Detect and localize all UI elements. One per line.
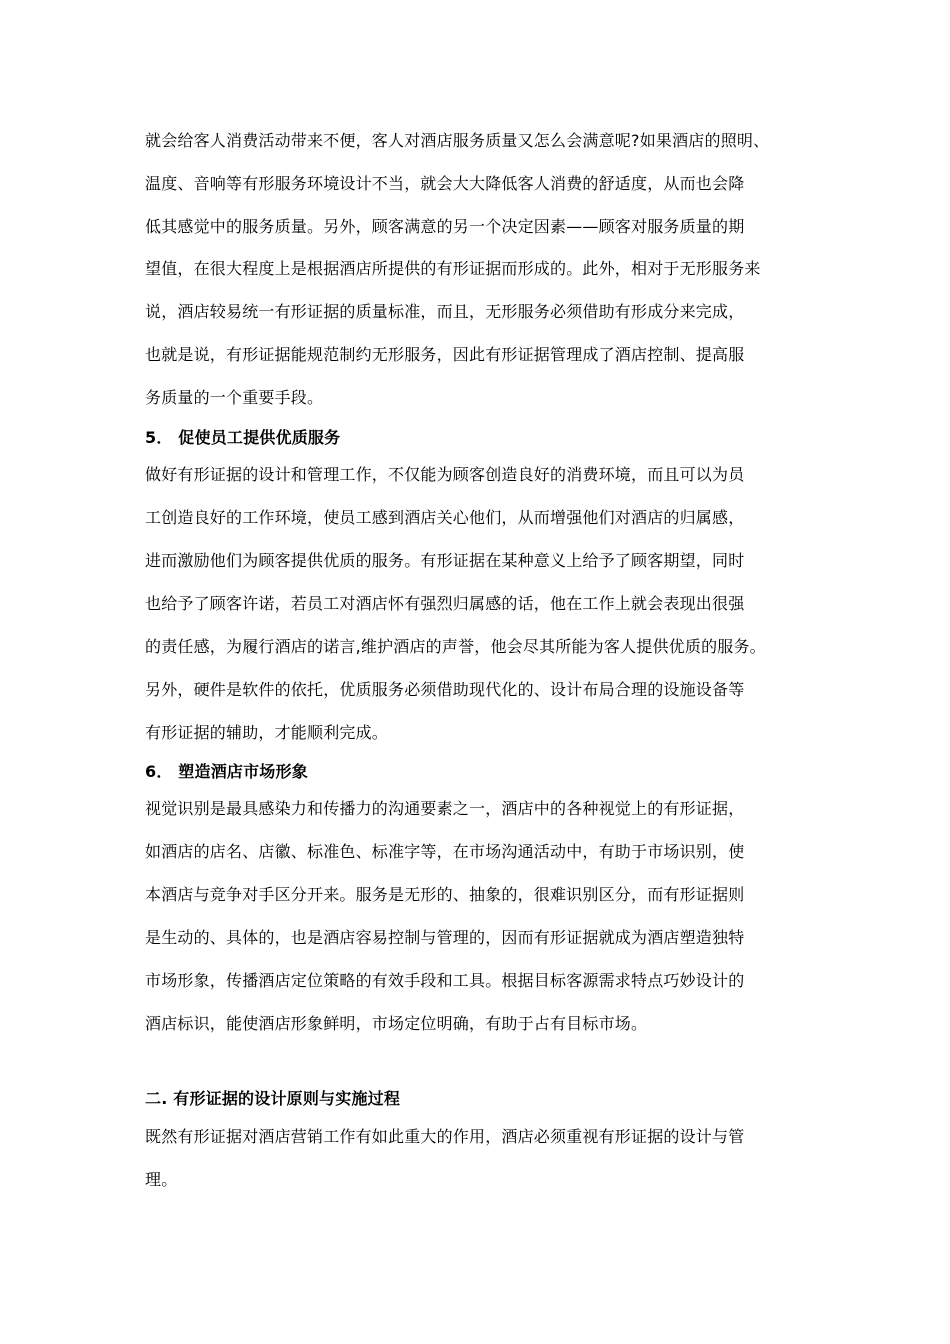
text-line: 进而激励他们为顾客提供优质的服务。有形证据在某种意义上给予了顾客期望，同时 (145, 551, 745, 570)
text-line: 温度、音响等有形服务环境设计不当，就会大大降低客人消费的舒适度，从而也会降 (145, 174, 745, 193)
chapter-heading: 二. 有形证据的设计原则与实施过程 (145, 1089, 401, 1108)
text-line: 既然有形证据对酒店营销工作有如此重大的作用，酒店必须重视有形证据的设计与管 (145, 1127, 745, 1146)
text-line: 也给予了顾客许诺，若员工对酒店怀有强烈归属感的话，他在工作上就会表现出很强 (145, 594, 745, 613)
text-line: 本酒店与竞争对手区分开来。服务是无形的、抽象的，很难识别区分，而有形证据则 (145, 885, 745, 904)
section-heading-6: 6． 塑造酒店市场形象 (145, 762, 308, 781)
text-line: 工创造良好的工作环境，使员工感到酒店关心他们，从而增强他们对酒店的归属感， (145, 508, 745, 527)
text-line: 就会给客人消费活动带来不便，客人对酒店服务质量又怎么会满意呢?如果酒店的照明、 (145, 131, 770, 150)
text-line: 酒店标识，能使酒店形象鲜明，市场定位明确，有助于占有目标市场。 (145, 1014, 648, 1033)
text-line: 是生动的、具体的，也是酒店容易控制与管理的，因而有形证据就成为酒店塑造独特 (145, 928, 745, 947)
text-line: 务质量的一个重要手段。 (145, 388, 324, 407)
text-line: 说，酒店较易统一有形证据的质量标准，而且，无形服务必须借助有形成分来完成， (145, 302, 745, 321)
text-line: 也就是说，有形证据能规范制约无形服务，因此有形证据管理成了酒店控制、提高服 (145, 345, 745, 364)
text-line: 另外，硬件是软件的依托，优质服务必须借助现代化的、设计布局合理的设施设备等 (145, 680, 745, 699)
text-line: 的责任感，为履行酒店的诺言,维护酒店的声誉，他会尽其所能为客人提供优质的服务。 (145, 637, 766, 656)
text-line: 低其感觉中的服务质量。另外，顾客满意的另一个决定因素——顾客对服务质量的期 (145, 217, 745, 236)
text-line: 有形证据的辅助，才能顺利完成。 (145, 723, 389, 742)
text-line: 视觉识别是最具感染力和传播力的沟通要素之一，酒店中的各种视觉上的有形证据， (145, 799, 745, 818)
text-line: 做好有形证据的设计和管理工作，不仅能为顾客创造良好的消费环境，而且可以为员 (145, 465, 745, 484)
text-line: 望值，在很大程度上是根据酒店所提供的有形证据而形成的。此外，相对于无形服务来 (145, 259, 761, 278)
text-line: 如酒店的店名、店徽、标准色、标准字等，在市场沟通活动中，有助于市场识别，使 (145, 842, 745, 861)
text-line: 市场形象，传播酒店定位策略的有效手段和工具。根据目标客源需求特点巧妙设计的 (145, 971, 745, 990)
section-heading-5: 5． 促使员工提供优质服务 (145, 428, 341, 447)
text-line: 理。 (145, 1170, 178, 1189)
